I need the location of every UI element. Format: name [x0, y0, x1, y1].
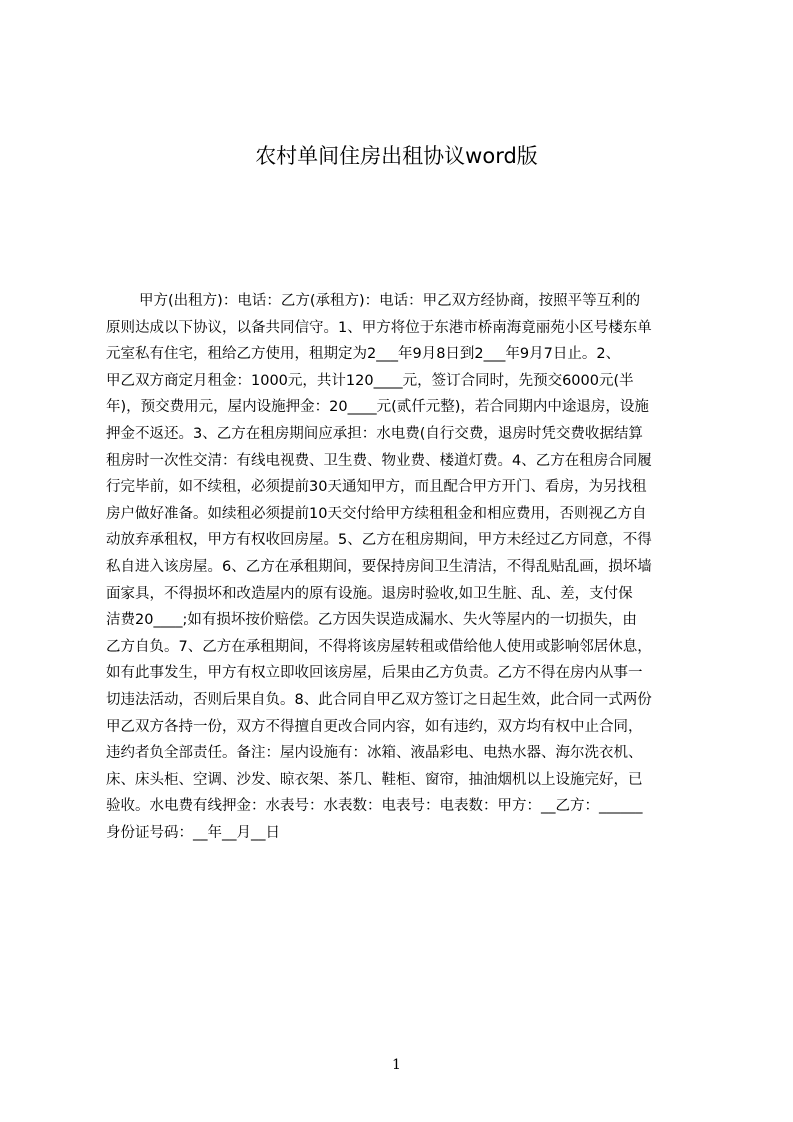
body-line: 租房时一次性交清：有线电视费、卫生费、物业费、楼道灯费。4、乙方在租房合同履 — [106, 452, 652, 469]
body-line: 元室私有住宅，租给乙方使用，租期定为2___年9月8日到2___年9月7日止。2、 — [106, 346, 621, 363]
body-line: 洁费20____;如有损坏按价赔偿。乙方因失误造成漏水、失火等屋内的一切损失，由 — [106, 612, 637, 629]
body-line: 行完毕前，如不续租，必须提前30天通知甲方，而且配合甲方开门、看房，为另找租 — [106, 479, 647, 496]
body-line: 甲乙双方各持一份，双方不得擅自更改合同内容，如有违约，双方均有权中止合同， — [106, 718, 643, 735]
body-line: 甲方(出租方)：电话：乙方(承租方)：电话：甲乙双方经协商，按照平等互利的 — [139, 293, 641, 309]
body-line: 甲乙双方商定月租金：1000元，共计120____元，签订合同时，先预交6000元(半 — [106, 372, 634, 389]
body-line: 年)，预交费用元，屋内设施押金：20____元(贰仟元整)，若合同期内中途退房，设施 — [106, 399, 649, 416]
body-line: 验收。水电费有线押金：水表号：水表数：电表号：电表数：甲方：__乙方：______ — [106, 798, 643, 815]
agreement-body — [106, 288, 698, 848]
document-title: 农村单间住房出租协议word版 — [255, 144, 538, 168]
page-number: 1 — [392, 1057, 401, 1073]
body-line: 原则达成以下协议，以备共同信守。1、甲方将位于东港市桥南海竟丽苑小区号楼东单 — [106, 319, 652, 336]
body-line: 面家具，不得损坏和改造屋内的原有设施。退房时验收,如卫生脏、乱、差，支付保 — [106, 585, 633, 602]
body-line: 违约者负全部责任。备注：屋内设施有：冰箱、液晶彩电、电热水器、海尔洗衣机、 — [106, 745, 643, 762]
body-line: 如有此事发生，甲方有权立即收回该房屋，后果由乙方负责。乙方不得在房内从事一 — [106, 665, 643, 682]
body-line: 切违法活动，否则后果自负。8、此合同自甲乙双方签订之日起生效，此合同一式两份 — [106, 691, 652, 708]
body-line: 房户做好准备。如续租必须提前10天交付给甲方续租租金和相应费用，否则视乙方自 — [106, 505, 647, 522]
body-line: 乙方自负。7、乙方在承租期间，不得将该房屋转租或借给他人使用或影响邻居休息， — [106, 638, 652, 655]
body-line: 身份证号码：__年__月__日 — [106, 824, 280, 841]
body-line: 床、床头柜、空调、沙发、晾衣架、茶几、鞋柜、窗帘，抽油烟机以上设施完好，已 — [106, 771, 643, 788]
body-line: 动放弃承租权，甲方有权收回房屋。5、乙方在租房期间，甲方未经过乙方同意，不得 — [106, 532, 652, 549]
body-line: 押金不返还。3、乙方在租房期间应承担：水电费(自行交费，退房时凭交费收据结算 — [106, 425, 643, 442]
body-line: 私自进入该房屋。6、乙方在承租期间，要保持房间卫生清洁，不得乱贴乱画，损坏墙 — [106, 558, 652, 575]
